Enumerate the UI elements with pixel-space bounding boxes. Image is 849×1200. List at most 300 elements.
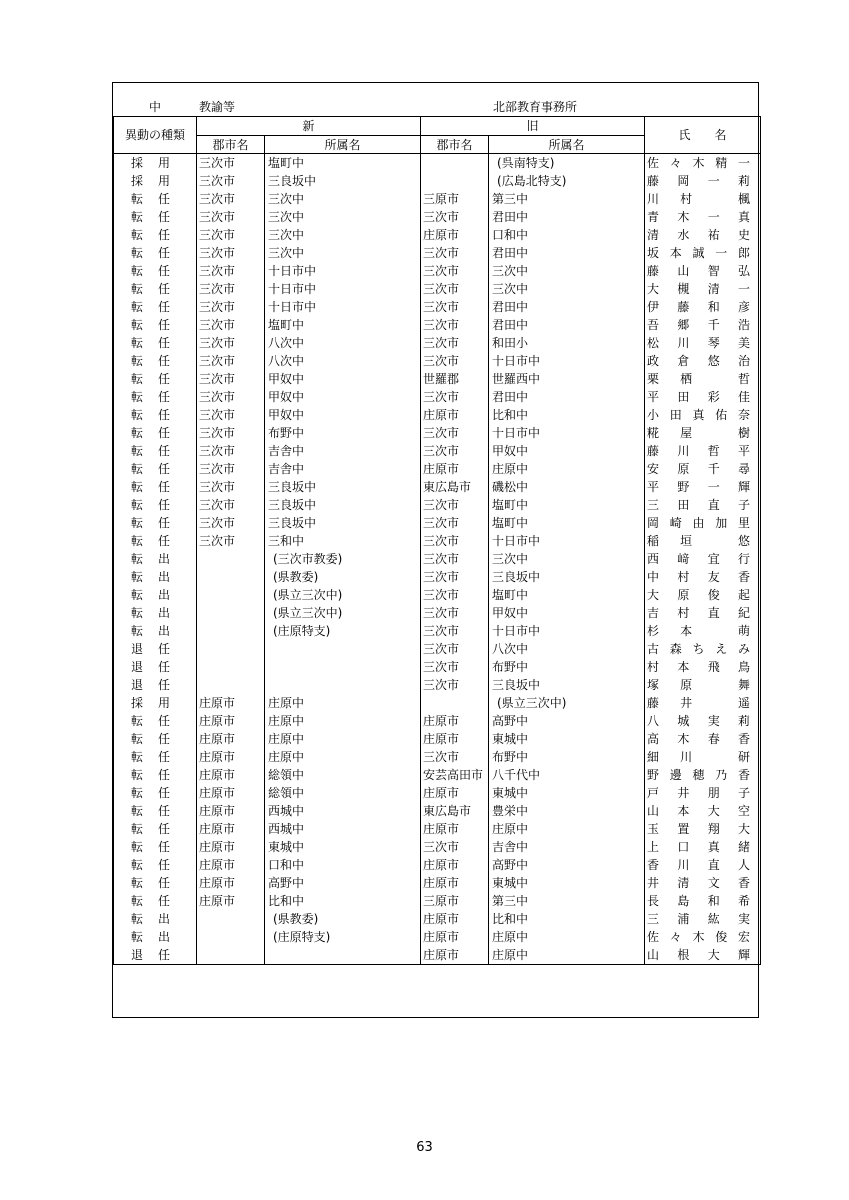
table-row: [114, 622, 761, 640]
new-municipality-cell: 三次市: [197, 388, 265, 406]
new-school-cell: 庄原中: [265, 712, 421, 730]
old-municipality-cell: 三次市: [421, 676, 489, 694]
new-school-cell: 十日市中: [265, 280, 421, 298]
transfer-type-cell: 転任: [114, 298, 197, 316]
table-row: [114, 784, 761, 802]
old-school-cell: 十日市中: [489, 352, 645, 370]
person-name-cell: 戸井朋子: [645, 784, 761, 802]
old-school-cell: 庄原中: [489, 820, 645, 838]
old-municipality-cell: 東広島市: [421, 478, 489, 496]
old-school-cell: 塩町中: [489, 496, 645, 514]
old-municipality-cell: 世羅郡: [421, 370, 489, 388]
new-municipality-cell: 三次市: [197, 334, 265, 352]
new-municipality-cell: 三次市: [197, 442, 265, 460]
table-row: [114, 766, 761, 784]
transfer-type-cell: 転出: [114, 604, 197, 622]
old-municipality-cell: 三次市: [421, 244, 489, 262]
new-municipality-cell: 三次市: [197, 424, 265, 442]
table-row: [114, 604, 761, 622]
old-school-cell: 布野中: [489, 748, 645, 766]
new-school-cell: 吉舎中: [265, 460, 421, 478]
transfer-type-cell: 転任: [114, 730, 197, 748]
transfer-type-cell: 転出: [114, 928, 197, 946]
table-row: [114, 874, 761, 892]
old-school-cell: 第三中: [489, 892, 645, 910]
old-school-cell: (県立三次中): [489, 694, 645, 712]
old-municipality-cell: 庄原市: [421, 784, 489, 802]
new-school-cell: 三次中: [265, 190, 421, 208]
person-name-cell: 大原俊起: [645, 586, 761, 604]
table-row: [114, 802, 761, 820]
transfer-type-cell: 転任: [114, 406, 197, 424]
person-name-cell: 西﨑宜行: [645, 550, 761, 568]
new-school-cell: 東城中: [265, 838, 421, 856]
person-name-cell: 藤川哲平: [645, 442, 761, 460]
new-municipality-cell: [197, 946, 265, 965]
transfer-type-cell: 退任: [114, 640, 197, 658]
old-school-cell: 君田中: [489, 244, 645, 262]
old-municipality-cell: 三次市: [421, 424, 489, 442]
person-name-cell: 稲垣 悠: [645, 532, 761, 550]
new-municipality-cell: 三次市: [197, 460, 265, 478]
transfer-type-cell: 採用: [114, 153, 197, 172]
old-school-cell: (呉南特支): [489, 153, 645, 172]
old-school-cell: 甲奴中: [489, 442, 645, 460]
old-school-cell: 磯松中: [489, 478, 645, 496]
transfer-type-cell: 退任: [114, 658, 197, 676]
old-school-cell: 庄原中: [489, 928, 645, 946]
table-row: [114, 262, 761, 280]
new-municipality-cell: 三次市: [197, 298, 265, 316]
new-school-cell: [265, 640, 421, 658]
transfer-type-cell: 転任: [114, 244, 197, 262]
table-row: [114, 514, 761, 532]
old-municipality-cell: 庄原市: [421, 910, 489, 928]
old-municipality-cell: [421, 153, 489, 172]
new-municipality-cell: [197, 622, 265, 640]
person-name-cell: 山根大輝: [645, 946, 761, 965]
old-municipality-cell: 庄原市: [421, 460, 489, 478]
person-name-cell: 上口真緒: [645, 838, 761, 856]
old-municipality-cell: 三原市: [421, 190, 489, 208]
new-school-cell: [265, 676, 421, 694]
transfer-type-cell: 転任: [114, 424, 197, 442]
old-municipality-cell: [421, 694, 489, 712]
old-school-cell: 世羅西中: [489, 370, 645, 388]
old-school-cell: 君田中: [489, 388, 645, 406]
new-municipality-cell: 三次市: [197, 190, 265, 208]
transfer-type-cell: 転出: [114, 910, 197, 928]
old-school-cell: 高野中: [489, 712, 645, 730]
old-school-cell: 塩町中: [489, 586, 645, 604]
table-row: [114, 153, 761, 172]
transfer-type-cell: 転任: [114, 262, 197, 280]
old-municipality-cell: 三次市: [421, 442, 489, 460]
person-name-cell: 川村 楓: [645, 190, 761, 208]
new-school-cell: 三次中: [265, 244, 421, 262]
person-name-cell: 高木春香: [645, 730, 761, 748]
col-header-old-municipality: 郡市名: [421, 135, 489, 153]
old-municipality-cell: 三次市: [421, 496, 489, 514]
old-school-cell: 八次中: [489, 640, 645, 658]
person-name-cell: 清水祐史: [645, 226, 761, 244]
new-school-cell: [265, 658, 421, 676]
old-municipality-cell: 三次市: [421, 658, 489, 676]
old-school-cell: 甲奴中: [489, 604, 645, 622]
old-municipality-cell: 庄原市: [421, 406, 489, 424]
table-row: [114, 640, 761, 658]
old-municipality-cell: 庄原市: [421, 712, 489, 730]
new-school-cell: (庄原特支): [265, 928, 421, 946]
old-school-cell: 三次中: [489, 262, 645, 280]
person-name-cell: 野邊穂乃香: [645, 766, 761, 784]
old-municipality-cell: [421, 172, 489, 190]
col-header-old-school: 所属名: [489, 135, 645, 153]
transfer-type-cell: 転任: [114, 190, 197, 208]
table-caption: [113, 83, 758, 116]
new-municipality-cell: 庄原市: [197, 766, 265, 784]
transfer-type-cell: 退任: [114, 676, 197, 694]
old-municipality-cell: 三次市: [421, 550, 489, 568]
old-school-cell: 比和中: [489, 406, 645, 424]
table-row: [114, 370, 761, 388]
new-municipality-cell: 三次市: [197, 532, 265, 550]
new-school-cell: 比和中: [265, 892, 421, 910]
old-municipality-cell: 三次市: [421, 514, 489, 532]
new-school-cell: (県立三次中): [265, 586, 421, 604]
transfer-type-cell: 転任: [114, 316, 197, 334]
col-header-type: 異動の種類: [114, 117, 197, 154]
new-school-cell: 三和中: [265, 532, 421, 550]
old-school-cell: 庄原中: [489, 946, 645, 965]
transfer-type-cell: 転任: [114, 442, 197, 460]
new-municipality-cell: 三次市: [197, 226, 265, 244]
new-municipality-cell: 三次市: [197, 280, 265, 298]
new-municipality-cell: 三次市: [197, 262, 265, 280]
person-name-cell: 香川直人: [645, 856, 761, 874]
table-row: [114, 208, 761, 226]
table-row: [114, 172, 761, 190]
table-row: [114, 568, 761, 586]
new-municipality-cell: [197, 604, 265, 622]
table-row: [114, 478, 761, 496]
new-school-cell: 塩町中: [265, 153, 421, 172]
old-municipality-cell: 三次市: [421, 622, 489, 640]
new-municipality-cell: 庄原市: [197, 802, 265, 820]
transfer-type-cell: 転任: [114, 532, 197, 550]
old-municipality-cell: 三次市: [421, 334, 489, 352]
table-row: [114, 694, 761, 712]
table-row: [114, 928, 761, 946]
table-row: [114, 226, 761, 244]
table-row: [114, 730, 761, 748]
new-school-cell: 甲奴中: [265, 388, 421, 406]
old-school-cell: (広島北特支): [489, 172, 645, 190]
new-school-cell: 高野中: [265, 874, 421, 892]
person-name-cell: 平田彩佳: [645, 388, 761, 406]
new-school-cell: [265, 946, 421, 965]
table-row: [114, 838, 761, 856]
person-name-cell: 山本大空: [645, 802, 761, 820]
new-municipality-cell: 庄原市: [197, 820, 265, 838]
table-row: [114, 856, 761, 874]
person-name-cell: 糀屋 樹: [645, 424, 761, 442]
new-school-cell: 三良坂中: [265, 478, 421, 496]
old-school-cell: 東城中: [489, 784, 645, 802]
table-row: [114, 352, 761, 370]
table-row: [114, 316, 761, 334]
table-row: [114, 334, 761, 352]
person-name-cell: 三浦紘実: [645, 910, 761, 928]
old-municipality-cell: 東広島市: [421, 802, 489, 820]
new-municipality-cell: 三次市: [197, 406, 265, 424]
person-name-cell: 藤岡一莉: [645, 172, 761, 190]
transfer-type-cell: 転出: [114, 622, 197, 640]
old-municipality-cell: 三次市: [421, 208, 489, 226]
old-municipality-cell: 三原市: [421, 892, 489, 910]
new-school-cell: (三次市教委): [265, 550, 421, 568]
new-school-cell: 三良坂中: [265, 172, 421, 190]
table-row: [114, 676, 761, 694]
new-school-cell: 総領中: [265, 766, 421, 784]
old-school-cell: 君田中: [489, 298, 645, 316]
table-row: [114, 424, 761, 442]
new-school-cell: 布野中: [265, 424, 421, 442]
old-municipality-cell: 庄原市: [421, 856, 489, 874]
new-municipality-cell: 庄原市: [197, 856, 265, 874]
position-label: 教諭等: [199, 100, 236, 114]
new-school-cell: 八次中: [265, 334, 421, 352]
old-school-cell: 布野中: [489, 658, 645, 676]
new-municipality-cell: [197, 676, 265, 694]
person-name-cell: 栗栖 哲: [645, 370, 761, 388]
table-row: [114, 406, 761, 424]
person-name-cell: 細川 研: [645, 748, 761, 766]
new-municipality-cell: 庄原市: [197, 712, 265, 730]
old-municipality-cell: 庄原市: [421, 226, 489, 244]
old-municipality-cell: 庄原市: [421, 874, 489, 892]
old-municipality-cell: 三次市: [421, 568, 489, 586]
col-header-name: 氏 名: [645, 117, 761, 154]
old-municipality-cell: 三次市: [421, 838, 489, 856]
new-municipality-cell: 庄原市: [197, 748, 265, 766]
transfer-type-cell: 転任: [114, 838, 197, 856]
new-municipality-cell: 庄原市: [197, 694, 265, 712]
old-municipality-cell: 三次市: [421, 388, 489, 406]
transfer-type-cell: 転任: [114, 874, 197, 892]
table-row: [114, 280, 761, 298]
old-municipality-cell: 三次市: [421, 262, 489, 280]
new-school-cell: 総領中: [265, 784, 421, 802]
table-row: [114, 460, 761, 478]
new-school-cell: (県立三次中): [265, 604, 421, 622]
person-name-cell: 中村友香: [645, 568, 761, 586]
new-municipality-cell: [197, 658, 265, 676]
old-school-cell: 十日市中: [489, 532, 645, 550]
table-row: [114, 748, 761, 766]
person-name-cell: 八城実莉: [645, 712, 761, 730]
transfer-type-cell: 転任: [114, 460, 197, 478]
table-row: [114, 712, 761, 730]
new-school-cell: 三良坂中: [265, 514, 421, 532]
new-school-cell: (県教委): [265, 568, 421, 586]
transfer-type-cell: 採用: [114, 694, 197, 712]
table-row: [114, 532, 761, 550]
old-school-cell: 三次中: [489, 280, 645, 298]
old-municipality-cell: 三次市: [421, 604, 489, 622]
old-school-cell: 豊栄中: [489, 802, 645, 820]
new-municipality-cell: 庄原市: [197, 730, 265, 748]
table-row: [114, 946, 761, 965]
person-name-cell: 政倉悠治: [645, 352, 761, 370]
old-municipality-cell: 安芸高田市: [421, 766, 489, 784]
table-row: [114, 190, 761, 208]
new-municipality-cell: [197, 640, 265, 658]
transfer-type-cell: 転任: [114, 784, 197, 802]
person-name-cell: 平野一輝: [645, 478, 761, 496]
person-name-cell: 青木一真: [645, 208, 761, 226]
person-name-cell: 安原千尋: [645, 460, 761, 478]
old-school-cell: 和田小: [489, 334, 645, 352]
transfer-type-cell: 転任: [114, 496, 197, 514]
page-number: 63: [416, 1140, 433, 1155]
old-school-cell: 比和中: [489, 910, 645, 928]
col-header-new-school: 所属名: [265, 135, 421, 153]
old-school-cell: 三次中: [489, 550, 645, 568]
old-municipality-cell: 庄原市: [421, 730, 489, 748]
old-school-cell: 東城中: [489, 874, 645, 892]
old-municipality-cell: 三次市: [421, 280, 489, 298]
table-row: [114, 442, 761, 460]
transfer-type-cell: 転任: [114, 856, 197, 874]
person-name-cell: 藤山智弘: [645, 262, 761, 280]
old-school-cell: 塩町中: [489, 514, 645, 532]
office-label: 北部教育事務所: [493, 100, 578, 114]
new-municipality-cell: 庄原市: [197, 838, 265, 856]
transfer-type-cell: 転任: [114, 766, 197, 784]
person-name-cell: 玉置翔大: [645, 820, 761, 838]
transfer-type-cell: 転任: [114, 820, 197, 838]
new-school-cell: 甲奴中: [265, 370, 421, 388]
old-school-cell: 十日市中: [489, 424, 645, 442]
transfer-type-cell: 転任: [114, 712, 197, 730]
new-municipality-cell: [197, 928, 265, 946]
table-row: [114, 820, 761, 838]
new-municipality-cell: 庄原市: [197, 784, 265, 802]
person-name-cell: 小田真佑奈: [645, 406, 761, 424]
table-row: [114, 496, 761, 514]
person-name-cell: 藤井 遥: [645, 694, 761, 712]
old-municipality-cell: 三次市: [421, 532, 489, 550]
old-school-cell: 君田中: [489, 316, 645, 334]
person-name-cell: 井清文香: [645, 874, 761, 892]
personnel-table-frame: [112, 82, 759, 1018]
new-school-cell: 三良坂中: [265, 496, 421, 514]
personnel-transfer-table: [113, 116, 761, 965]
old-municipality-cell: 庄原市: [421, 946, 489, 965]
old-municipality-cell: 三次市: [421, 640, 489, 658]
old-school-cell: 吉舎中: [489, 838, 645, 856]
person-name-cell: 塚原 舞: [645, 676, 761, 694]
new-school-cell: 塩町中: [265, 316, 421, 334]
transfer-type-cell: 転任: [114, 748, 197, 766]
transfer-type-cell: 転任: [114, 892, 197, 910]
transfer-type-cell: 転出: [114, 550, 197, 568]
table-row: [114, 658, 761, 676]
old-municipality-cell: 三次市: [421, 298, 489, 316]
person-name-cell: 佐々木精一: [645, 153, 761, 172]
new-municipality-cell: 三次市: [197, 316, 265, 334]
old-municipality-cell: 庄原市: [421, 820, 489, 838]
new-school-cell: 三次中: [265, 226, 421, 244]
table-row: [114, 550, 761, 568]
new-school-cell: 庄原中: [265, 694, 421, 712]
new-municipality-cell: 三次市: [197, 370, 265, 388]
table-row: [114, 586, 761, 604]
new-municipality-cell: 三次市: [197, 514, 265, 532]
old-municipality-cell: 三次市: [421, 352, 489, 370]
old-school-cell: 東城中: [489, 730, 645, 748]
new-school-cell: (県教委): [265, 910, 421, 928]
new-municipality-cell: 三次市: [197, 153, 265, 172]
old-school-cell: 君田中: [489, 208, 645, 226]
transfer-type-cell: 採用: [114, 172, 197, 190]
old-school-cell: 第三中: [489, 190, 645, 208]
old-school-cell: 口和中: [489, 226, 645, 244]
new-school-cell: 十日市中: [265, 262, 421, 280]
new-municipality-cell: 三次市: [197, 244, 265, 262]
old-municipality-cell: 三次市: [421, 748, 489, 766]
transfer-type-cell: 転任: [114, 802, 197, 820]
table-row: [114, 298, 761, 316]
new-school-cell: (庄原特支): [265, 622, 421, 640]
person-name-cell: 吾郷千浩: [645, 316, 761, 334]
old-municipality-cell: 三次市: [421, 586, 489, 604]
new-municipality-cell: [197, 550, 265, 568]
person-name-cell: 松川琴美: [645, 334, 761, 352]
transfer-type-cell: 退任: [114, 946, 197, 965]
new-municipality-cell: 庄原市: [197, 874, 265, 892]
new-school-cell: 庄原中: [265, 730, 421, 748]
new-municipality-cell: 三次市: [197, 172, 265, 190]
person-name-cell: 佐々木俊宏: [645, 928, 761, 946]
new-municipality-cell: 三次市: [197, 478, 265, 496]
new-school-cell: 八次中: [265, 352, 421, 370]
person-name-cell: 大槻清一: [645, 280, 761, 298]
person-name-cell: 坂本誠一郎: [645, 244, 761, 262]
new-school-cell: 吉舎中: [265, 442, 421, 460]
new-municipality-cell: 三次市: [197, 352, 265, 370]
person-name-cell: 吉村直紀: [645, 604, 761, 622]
table-row: [114, 244, 761, 262]
col-header-new: 新: [197, 117, 421, 136]
transfer-type-cell: 転任: [114, 352, 197, 370]
old-school-cell: 庄原中: [489, 460, 645, 478]
new-school-cell: 庄原中: [265, 748, 421, 766]
old-school-cell: 三良坂中: [489, 676, 645, 694]
new-school-cell: 西城中: [265, 820, 421, 838]
new-municipality-cell: 三次市: [197, 496, 265, 514]
new-municipality-cell: 庄原市: [197, 892, 265, 910]
new-municipality-cell: [197, 568, 265, 586]
new-municipality-cell: [197, 910, 265, 928]
transfer-type-cell: 転出: [114, 568, 197, 586]
person-name-cell: 伊藤和彦: [645, 298, 761, 316]
transfer-type-cell: 転任: [114, 280, 197, 298]
person-name-cell: 長島和希: [645, 892, 761, 910]
person-name-cell: 杉本 萌: [645, 622, 761, 640]
transfer-type-cell: 転任: [114, 208, 197, 226]
